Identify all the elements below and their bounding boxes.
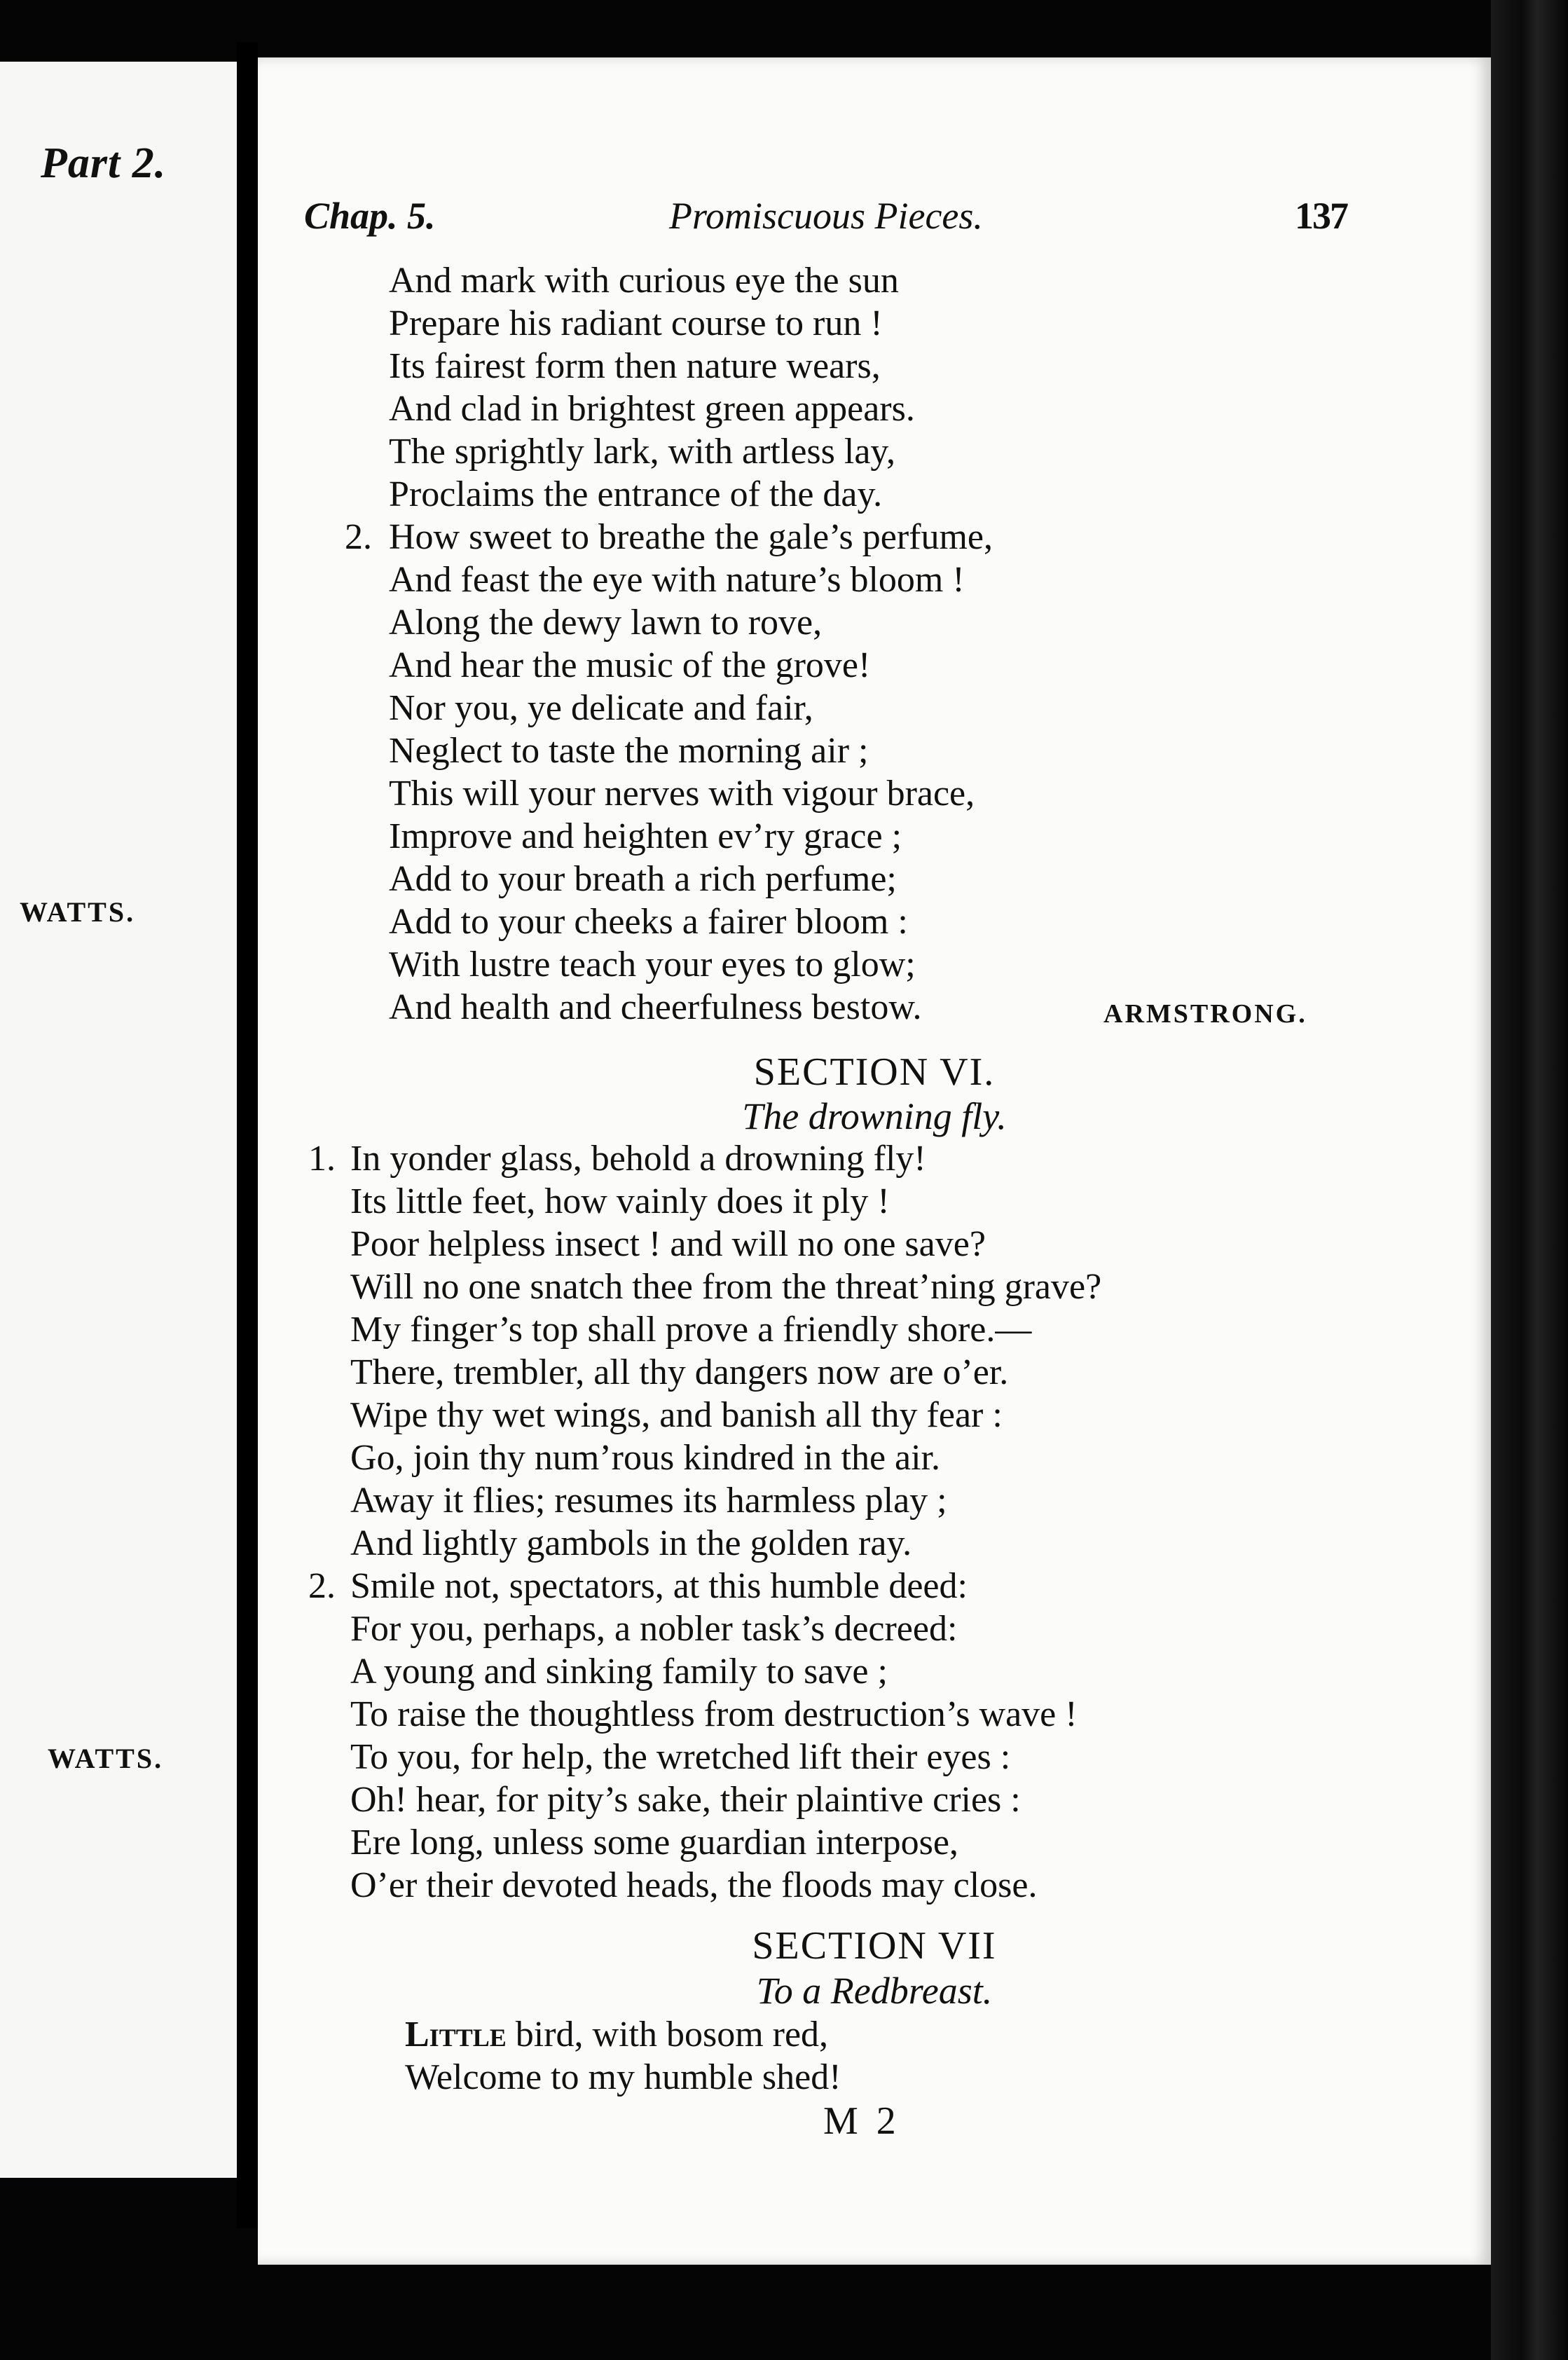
margin-attribution: WATTS. bbox=[20, 896, 136, 928]
poem-line bbox=[405, 2017, 828, 2053]
poem-line: Oh! hear, for pity’s sake, their plaintive cries : bbox=[350, 1780, 1021, 1820]
poem-line: Neglect to taste the morning air ; bbox=[389, 731, 869, 771]
poem-line: Smile not, spectators, at this humble deed: bbox=[350, 1566, 968, 1606]
poem-line: How sweet to breathe the gale’s perfume, bbox=[389, 517, 993, 557]
poem-line: Wipe thy wet wings, and banish all thy fear : bbox=[350, 1395, 1003, 1435]
poem-line: Add to your breath a rich perfume; bbox=[389, 859, 897, 899]
poem-attribution: ARMSTRONG. bbox=[1103, 999, 1307, 1029]
poem-line: Along the dewy lawn to rove, bbox=[389, 603, 823, 643]
page-number: 137 bbox=[1295, 195, 1347, 237]
poem-line: And lightly gambols in the golden ray. bbox=[350, 1523, 912, 1563]
poem-line: Poor helpless insect ! and will no one save? bbox=[350, 1224, 986, 1264]
poem-line: Its fairest form then nature wears, bbox=[389, 346, 881, 386]
poem-line: Its little feet, how vainly does it ply ! bbox=[350, 1181, 890, 1221]
poem-line: Prepare his radiant course to run ! bbox=[389, 303, 883, 343]
stanza-number: 2. bbox=[308, 1566, 336, 1606]
poem-line: To raise the thoughtless from destruction’s wave ! bbox=[350, 1694, 1078, 1734]
poem-line: Improve and heighten ev’ry grace ; bbox=[389, 816, 902, 856]
margin-attribution: WATTS. bbox=[48, 1743, 164, 1774]
section-subtitle: The drowning fly. bbox=[742, 1095, 1007, 1137]
poem-line: And health and cheerfulness bestow. bbox=[389, 987, 922, 1027]
signature-mark: M 2 bbox=[823, 2099, 900, 2143]
poem-line: With lustre teach your eyes to glow; bbox=[389, 945, 916, 985]
poem-line: In yonder glass, behold a drowning fly! bbox=[350, 1139, 926, 1179]
poem-line: O’er their devoted heads, the floods may close. bbox=[350, 1865, 1038, 1905]
poem-line-rest: bird, with bosom red, bbox=[506, 2015, 829, 2054]
poem-line: And clad in brightest green appears. bbox=[389, 389, 915, 429]
drop-word: Little bbox=[405, 2015, 507, 2054]
poem-line: Ere long, unless some guardian interpose, bbox=[350, 1823, 958, 1862]
poem-line: Welcome to my humble shed! bbox=[405, 2057, 841, 2097]
book-gutter bbox=[237, 42, 258, 2228]
poem-line: To you, for help, the wretched lift their eyes : bbox=[350, 1737, 1011, 1777]
poem-line: This will your nerves with vigour brace, bbox=[389, 774, 975, 814]
section-heading: SECTION VI. bbox=[753, 1050, 996, 1094]
poem-line: For you, perhaps, a nobler task’s decreed: bbox=[350, 1609, 958, 1649]
poem-line: Nor you, ye delicate and fair, bbox=[389, 688, 813, 728]
poem-line: My finger’s top shall prove a friendly shore.— bbox=[350, 1310, 1032, 1350]
section-heading: SECTION VII bbox=[752, 1924, 997, 1968]
poem-line: Go, join thy num’rous kindred in the air. bbox=[350, 1438, 941, 1478]
poem-line: Proclaims the entrance of the day. bbox=[389, 474, 883, 514]
poem-line: And hear the music of the grove! bbox=[389, 645, 871, 685]
chapter-label: Chap. 5. bbox=[304, 195, 436, 237]
poem-line: Away it flies; resumes its harmless play ; bbox=[350, 1481, 947, 1521]
part-label: Part 2. bbox=[41, 139, 167, 187]
page-edge bbox=[1491, 0, 1568, 2360]
poem-line: And mark with curious eye the sun bbox=[389, 261, 899, 301]
running-title: Promiscuous Pieces. bbox=[669, 195, 983, 237]
section-subtitle: To a Redbreast. bbox=[756, 1970, 993, 2012]
poem-line: Add to your cheeks a fairer bloom : bbox=[389, 902, 908, 942]
poem-line: The sprightly lark, with artless lay, bbox=[389, 432, 896, 472]
stanza-number: 2. bbox=[345, 517, 372, 557]
left-page-margin bbox=[0, 62, 237, 2178]
poem-line: A young and sinking family to save ; bbox=[350, 1652, 888, 1692]
stanza-number: 1. bbox=[308, 1139, 336, 1179]
poem-line: Will no one snatch thee from the threat’ning grave? bbox=[350, 1267, 1102, 1307]
poem-line: There, trembler, all thy dangers now are o’er. bbox=[350, 1352, 1009, 1392]
poem-line: And feast the eye with nature’s bloom ! bbox=[389, 560, 965, 600]
